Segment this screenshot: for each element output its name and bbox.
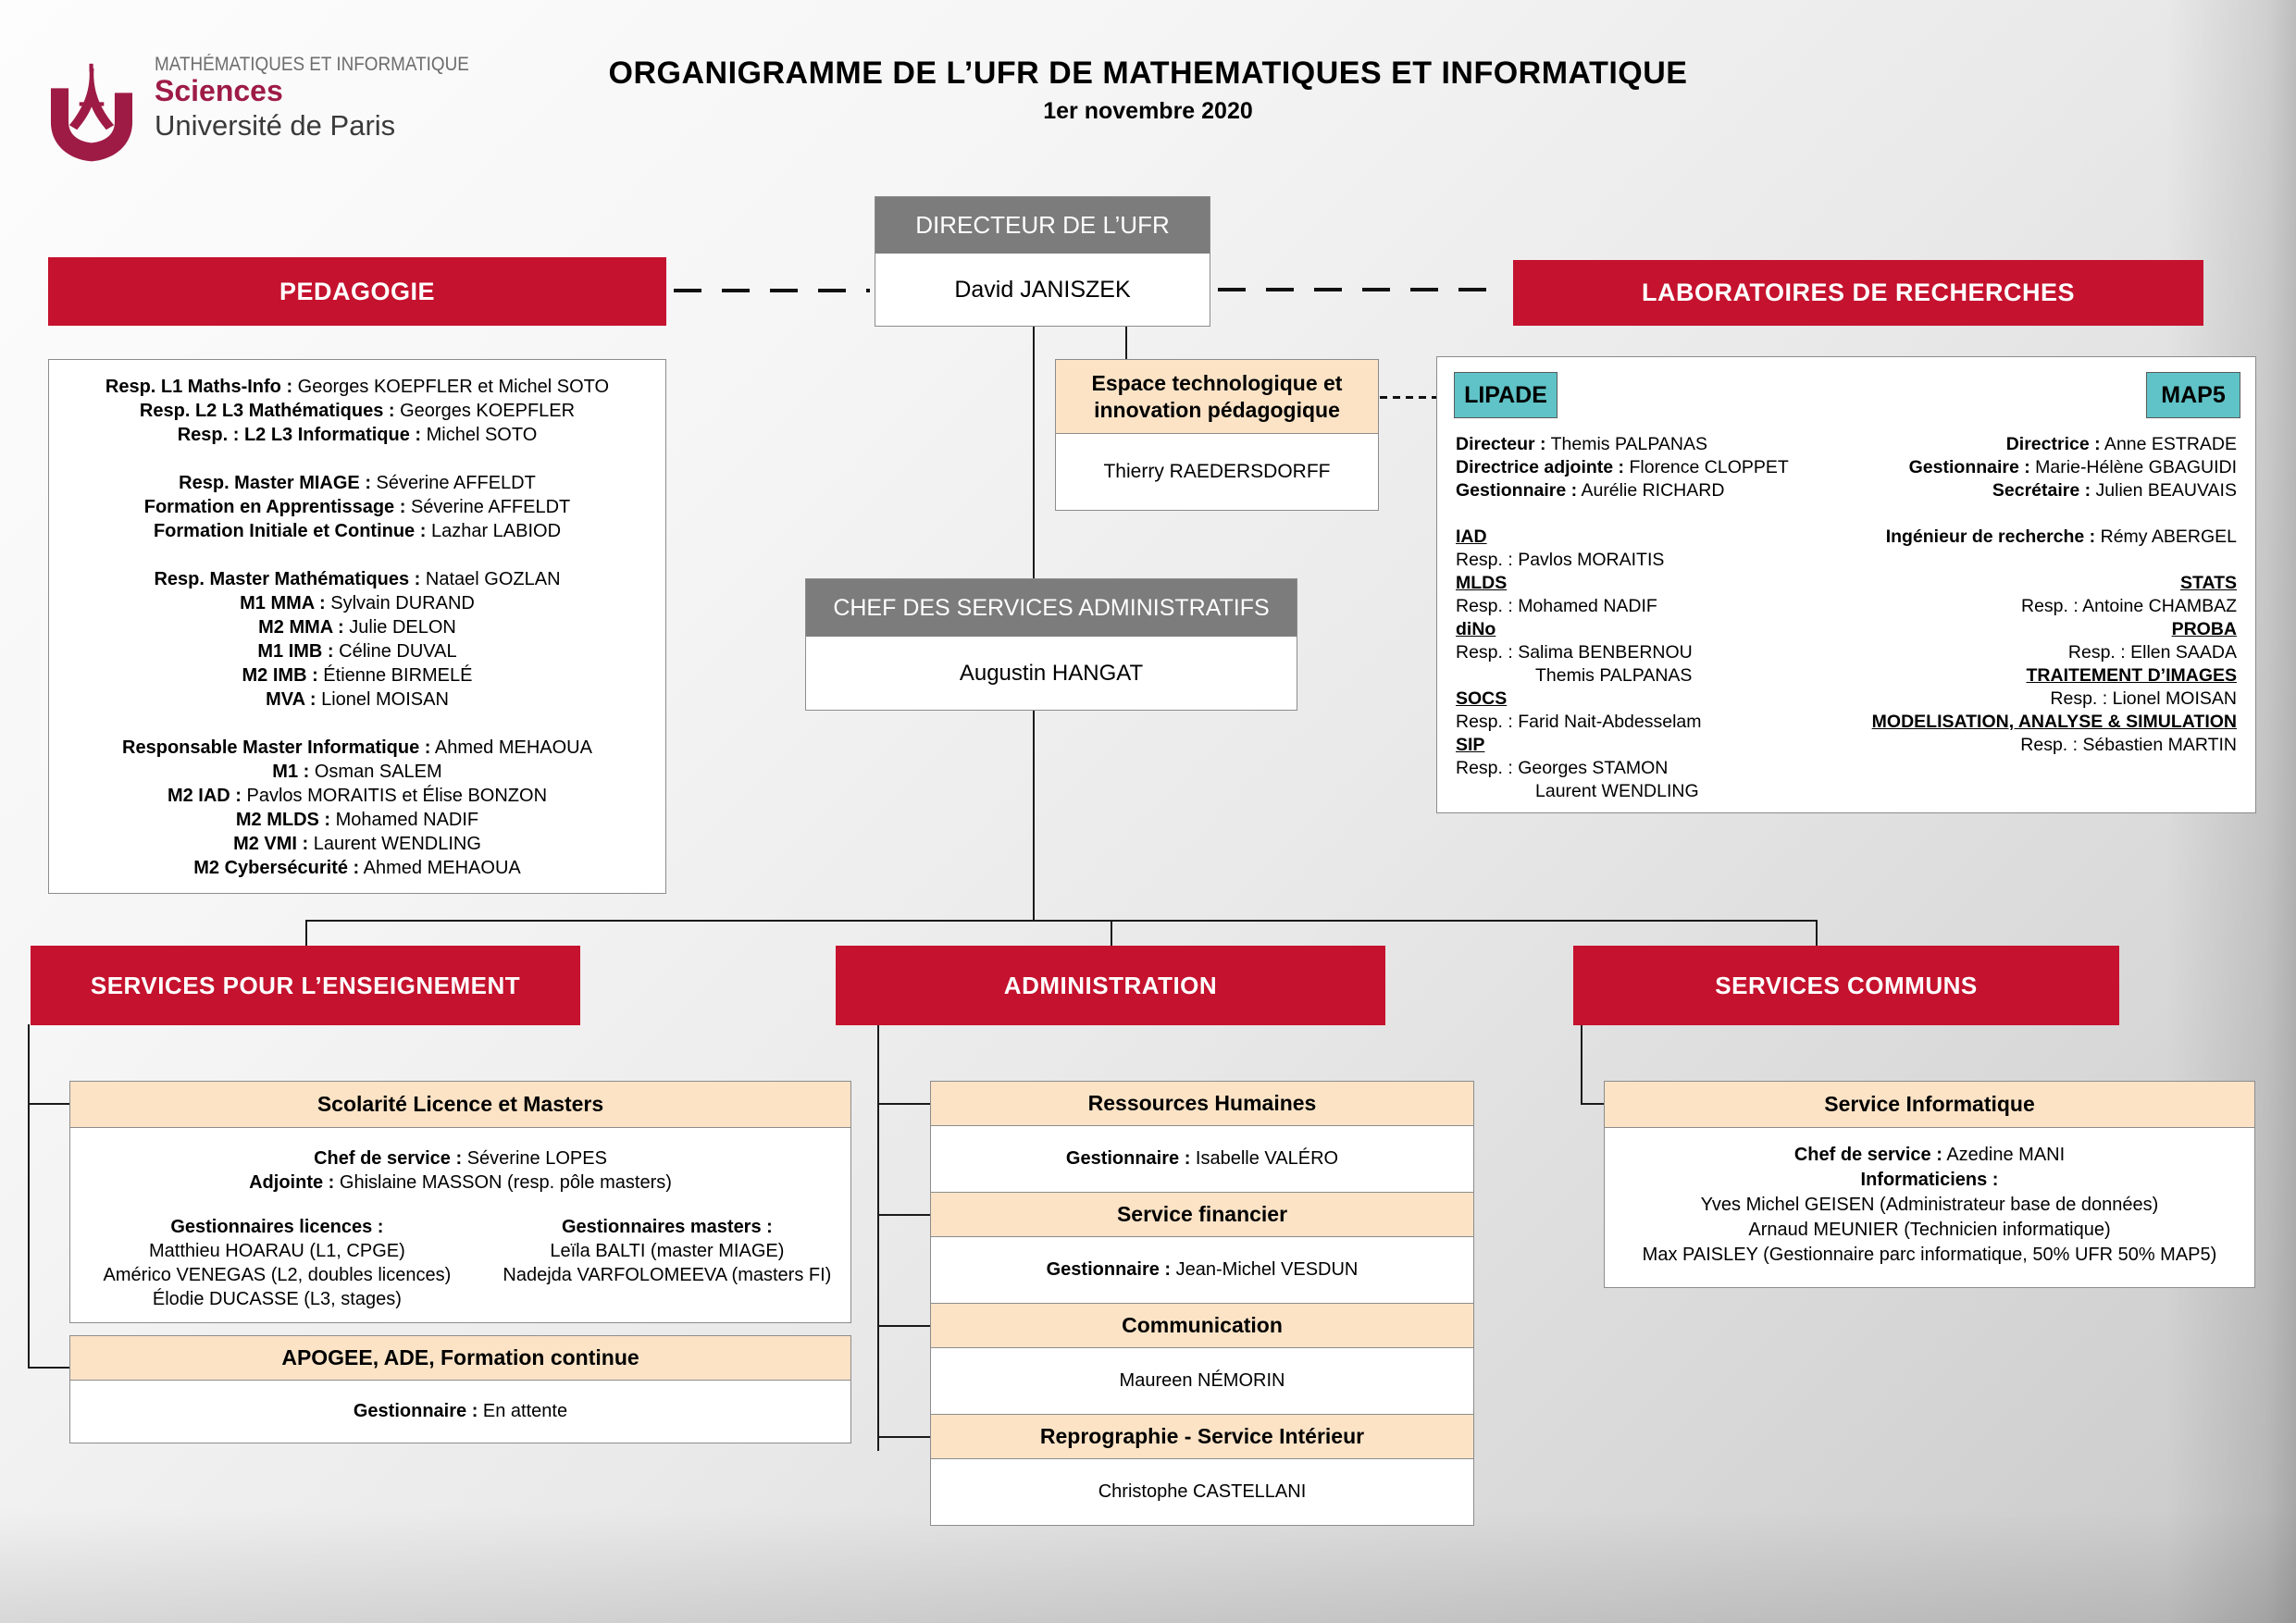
dashed-link-pedagogie-directeur [674, 289, 870, 292]
chef-services-box [805, 578, 1297, 711]
blank-line [1811, 502, 2237, 526]
text-line: Leïla BALTI (master MIAGE) [550, 1241, 785, 1261]
chef-services-header: CHEF DES SERVICES ADMINISTRATIFS [806, 579, 1297, 637]
text-line: SOCS [1456, 688, 1508, 709]
connector-espace-stub [1125, 327, 1127, 360]
service-informatique-body [1605, 1128, 2254, 1268]
text-line: Resp. : Antoine CHAMBAZ [2020, 596, 2237, 616]
text-line: Resp. : Ellen SAADA [2067, 642, 2237, 663]
connector-communs-rail [1581, 1024, 1582, 1105]
directeur-name: David JANISZEK [954, 276, 1131, 303]
admin-box-body [931, 1126, 1473, 1192]
text-line: Chef de service : Azedine MANI [1793, 1145, 2066, 1165]
text-line: Resp. : Sébastien MARTIN [2020, 735, 2237, 755]
text-line: M1 IMB : Céline DUVAL [257, 641, 457, 662]
text-line: Maureen NÉMORIN [1119, 1370, 1285, 1391]
connector-administration-stub [1111, 920, 1112, 947]
admin-box-1 [930, 1081, 1474, 1193]
text-line: Gestionnaire : Aurélie RICHARD [1456, 480, 1725, 501]
text-line: Resp. : Pavlos MORAITIS [1456, 550, 1665, 570]
connector-apogee-stub [28, 1367, 70, 1369]
laboratoires-content-box [1436, 356, 2256, 813]
blank-line [49, 712, 665, 736]
text-line: Resp. Master MIAGE : Séverine AFFELDT [179, 473, 536, 493]
text-line: Yves Michel GEISEN (Administrateur base de données) [1700, 1195, 2159, 1215]
text-line: Gestionnaire : En attente [353, 1400, 568, 1421]
connector-left-rail [28, 1024, 30, 1369]
connector-scolarite-stub [28, 1103, 70, 1105]
connector-admin-rail [877, 1024, 879, 1451]
text-line: M1 MMA : Sylvain DURAND [240, 593, 475, 613]
admin-box-body [931, 1459, 1473, 1525]
text-line: Resp. : Salima BENBERNOU [1456, 642, 1693, 663]
text-line: Directeur : Themis PALPANAS [1456, 434, 1708, 454]
banner-pedagogie: PEDAGOGIE [48, 257, 666, 326]
dashed-link-espace-laboratoires [1380, 396, 1436, 399]
scolarite-box [69, 1081, 851, 1323]
blank-line [1811, 549, 2237, 572]
text-line: Directrice adjointe : Florence CLOPPET [1456, 457, 1789, 477]
text-line: M2 Cybersécurité : Ahmed MEHAOUA [193, 858, 521, 878]
service-informatique-header: Service Informatique [1605, 1082, 2254, 1128]
banner-laboratoires: LABORATOIRES DE RECHERCHES [1513, 260, 2203, 326]
map5-badge: MAP5 [2146, 372, 2240, 418]
scolarite-licences-column [70, 1215, 484, 1311]
text-line: Gestionnaires masters : [561, 1217, 773, 1237]
scolarite-columns [70, 1215, 850, 1311]
page-date: 1er novembre 2020 [1043, 98, 1253, 124]
text-line: Chef de service : Séverine LOPES [314, 1148, 607, 1169]
admin-box-2 [930, 1193, 1474, 1304]
text-line: Gestionnaire : Marie-Hélène GBAGUIDI [1908, 457, 2237, 477]
scolarite-masters-column [484, 1215, 850, 1311]
administration-stack [930, 1081, 1474, 1526]
text-line: Informaticiens : [1860, 1170, 1999, 1190]
connector-communs-stub [1816, 920, 1818, 947]
text-line: Resp. : L2 L3 Informatique : Michel SOTO [177, 425, 538, 445]
text-line: Américo VENEGAS (L2, doubles licences) [103, 1265, 452, 1285]
admin-box-4 [930, 1415, 1474, 1526]
text-line: Adjointe : Ghislaine MASSON (resp. pôle masters) [249, 1172, 672, 1193]
text-line: M2 IAD : Pavlos MORAITIS et Élise BONZON [167, 786, 548, 806]
directeur-box-header: DIRECTEUR DE L’UFR [875, 197, 1210, 254]
chef-services-name: Augustin HANGAT [959, 660, 1144, 686]
admin-box-header: Service financier [931, 1193, 1473, 1237]
logo-sciences-text: Sciences [155, 74, 283, 107]
text-line: Formation Initiale et Continue : Lazhar LABIOD [153, 521, 562, 541]
text-line: Matthieu HOARAU (L1, CPGE) [149, 1241, 405, 1261]
text-line: Themis PALPANAS [1535, 665, 1693, 686]
text-line: Gestionnaires licences : [170, 1217, 384, 1237]
espace-technologique-header: Espace technologique et innovation pédagogique [1056, 360, 1378, 434]
page-title: ORGANIGRAMME DE L’UFR DE MATHEMATIQUES ET INFORMATIQUE [608, 56, 1688, 91]
admin-box-header: Ressources Humaines [931, 1082, 1473, 1126]
text-line: M2 VMI : Laurent WENDLING [233, 834, 481, 854]
admin-box-body [931, 1237, 1473, 1303]
text-line: Secrétaire : Julien BEAUVAIS [1992, 480, 2237, 501]
banner-administration: ADMINISTRATION [836, 946, 1385, 1025]
scolarite-header: Scolarité Licence et Masters [70, 1082, 850, 1128]
text-line: Gestionnaire : Isabelle VALÉRO [1065, 1148, 1339, 1169]
admin-box-body [931, 1348, 1473, 1414]
text-line: M1 : Osman SALEM [272, 762, 442, 782]
blank-line [49, 447, 665, 471]
text-line: Directrice : Anne ESTRADE [2005, 434, 2237, 454]
apogee-header: APOGEE, ADE, Formation continue [70, 1336, 850, 1381]
text-line: MODELISATION, ANALYSE & SIMULATION [1871, 712, 2237, 732]
text-line: Arnaud MEUNIER (Technicien informatique) [1748, 1220, 2111, 1240]
dashed-link-directeur-laboratoires [1218, 288, 1507, 291]
apogee-box [69, 1335, 851, 1443]
text-line: M2 IMB : Étienne BIRMELÉ [242, 665, 473, 686]
text-line: Max PAISLEY (Gestionnaire parc informatique, 50% UFR 50% MAP5) [1642, 1245, 2217, 1265]
text-line: diNo [1456, 619, 1496, 639]
text-line: Resp. L1 Maths-Info : Georges KOEPFLER et Michel SOTO [105, 377, 610, 397]
connector-communication-stub [877, 1325, 931, 1327]
map5-column [1811, 433, 2237, 757]
connector-financier-stub [877, 1214, 931, 1216]
text-line: Resp. : Farid Nait-Abdesselam [1456, 712, 1702, 732]
directeur-box [875, 196, 1210, 327]
banner-services-communs: SERVICES COMMUNS [1573, 946, 2119, 1025]
service-informatique-box [1604, 1081, 2255, 1288]
text-line: Gestionnaire : Jean-Michel VESDUN [1046, 1259, 1359, 1280]
text-line: M2 MMA : Julie DELON [258, 617, 456, 638]
connector-rh-stub [877, 1103, 931, 1105]
logo-university-text: Université de Paris [155, 109, 396, 142]
lipade-badge: LIPADE [1454, 372, 1558, 418]
text-line: MLDS [1456, 573, 1508, 593]
text-line: SIP [1456, 735, 1485, 755]
text-line: MVA : Lionel MOISAN [266, 689, 449, 710]
text-line: Resp. : Lionel MOISAN [2050, 688, 2237, 709]
text-line: Resp. L2 L3 Mathématiques : Georges KOEPFLER [139, 401, 576, 421]
blank-line [49, 543, 665, 567]
connector-informatique-stub [1581, 1103, 1605, 1105]
logo-department-text: MATHÉMATIQUES ET INFORMATIQUE [155, 54, 469, 75]
espace-technologique-box [1055, 359, 1379, 511]
text-line: Laurent WENDLING [1535, 781, 1699, 801]
text-line: IAD [1456, 527, 1487, 547]
text-line: Christophe CASTELLANI [1098, 1481, 1307, 1502]
text-line: Formation en Apprentissage : Séverine AFFELDT [143, 497, 571, 517]
admin-box-header: Reprographie - Service Intérieur [931, 1415, 1473, 1459]
text-line: STATS [2179, 573, 2237, 593]
apogee-body [70, 1381, 850, 1442]
text-line: Responsable Master Informatique : Ahmed MEHAOUA [122, 737, 592, 758]
connector-bottom-trunk [305, 920, 1818, 922]
text-line: Resp. : Mohamed NADIF [1456, 596, 1657, 616]
text-line: TRAITEMENT D’IMAGES [2026, 665, 2237, 686]
scolarite-main-lines [70, 1146, 850, 1195]
scolarite-body [70, 1128, 850, 1311]
text-line: Ingénieur de recherche : Rémy ABERGEL [1885, 527, 2237, 547]
text-line: M2 MLDS : Mohamed NADIF [235, 810, 479, 830]
pedagogie-content-box [48, 359, 666, 894]
text-line: Élodie DUCASSE (L3, stages) [152, 1289, 402, 1309]
text-line: Resp. Master Mathématiques : Natael GOZLAN [154, 569, 561, 589]
text-line: PROBA [2171, 619, 2237, 639]
espace-technologique-name: Thierry RAEDERSDORFF [1103, 461, 1331, 482]
connector-enseignement-stub [305, 920, 307, 947]
text-line: Nadejda VARFOLOMEEVA (masters FI) [503, 1265, 832, 1285]
admin-box-3 [930, 1304, 1474, 1415]
banner-services-enseignement: SERVICES POUR L’ENSEIGNEMENT [31, 946, 580, 1025]
admin-box-header: Communication [931, 1304, 1473, 1348]
connector-reprographie-stub [877, 1436, 931, 1438]
text-line: Resp. : Georges STAMON [1456, 758, 1669, 778]
